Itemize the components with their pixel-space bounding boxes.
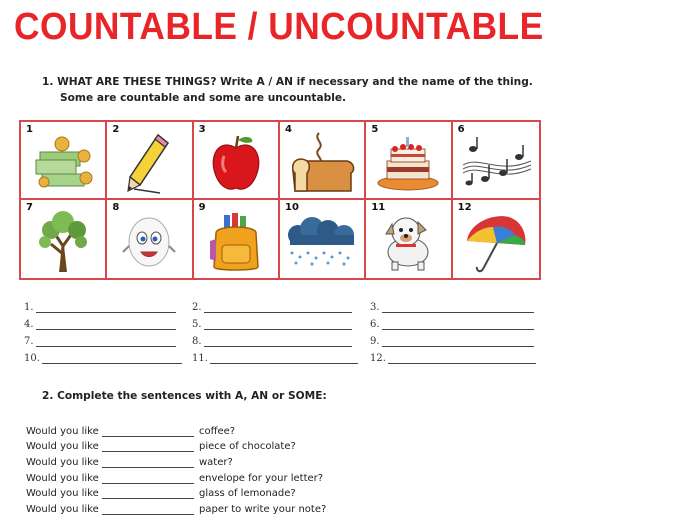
sentence-row xyxy=(26,452,326,468)
sentence-start: Would you like xyxy=(26,441,99,453)
answer-line[interactable]: 10. xyxy=(24,353,192,364)
answer-line[interactable]: 11. xyxy=(192,353,370,364)
picture-cell xyxy=(366,122,452,200)
sentence-end: water? xyxy=(199,457,233,469)
answer-line[interactable]: 5. xyxy=(192,319,370,330)
sentence-end: paper to write your note? xyxy=(199,504,327,516)
sentence-start: Would you like xyxy=(26,457,99,469)
picture-cell xyxy=(21,122,107,200)
umbrella-icon xyxy=(463,211,529,273)
picture-cell xyxy=(453,200,539,278)
bread-icon xyxy=(287,131,357,195)
picture-cell xyxy=(194,200,280,278)
exercise1-instruction xyxy=(42,74,533,106)
picture-cell xyxy=(453,122,539,200)
picture-cell xyxy=(21,200,107,278)
sentence-blank[interactable] xyxy=(102,458,194,468)
page-title: COUNTABLE / UNCOUNTABLE xyxy=(14,6,544,48)
sentence-start: Would you like xyxy=(26,504,99,516)
sentence-row xyxy=(26,421,326,437)
picture-number: 1 xyxy=(26,124,33,135)
picture-grid xyxy=(19,120,541,280)
exercise2-instruction: 2. Complete the sentences with A, AN or SOME: xyxy=(42,390,327,402)
answer-line[interactable]: 2. xyxy=(192,302,370,313)
answer-line[interactable]: 12. xyxy=(370,353,540,364)
sentence-blank[interactable] xyxy=(102,442,194,452)
answer-row xyxy=(24,347,544,364)
sentence-row xyxy=(26,499,326,515)
picture-cell xyxy=(280,122,366,200)
sentence-row xyxy=(26,484,326,500)
pencil-icon xyxy=(124,131,174,195)
picture-number: 10 xyxy=(285,202,299,213)
answer-line[interactable]: 4. xyxy=(24,319,192,330)
answer-row xyxy=(24,313,544,330)
sentence-start: Would you like xyxy=(26,488,99,500)
sentence-end: glass of lemonade? xyxy=(199,488,296,500)
sentence-row xyxy=(26,437,326,453)
sentence-blank[interactable] xyxy=(102,489,194,499)
answer-line[interactable]: 9. xyxy=(370,336,540,347)
picture-number: 4 xyxy=(285,124,292,135)
music-notes-icon xyxy=(459,135,533,191)
answer-line[interactable]: 6. xyxy=(370,319,540,330)
picture-cell xyxy=(107,122,193,200)
cake-icon xyxy=(375,133,441,193)
dog-icon xyxy=(378,212,438,272)
answer-line[interactable]: 7. xyxy=(24,336,192,347)
exercise1-instruction-line1: 1. WHAT ARE THESE THINGS? Write A / AN if necessary and the name of the thing. xyxy=(42,76,533,88)
picture-number: 7 xyxy=(26,202,33,213)
apple-icon xyxy=(208,132,264,194)
picture-number: 2 xyxy=(112,124,120,135)
tree-icon xyxy=(33,210,93,274)
picture-number: 5 xyxy=(371,124,379,135)
sentence-blank[interactable] xyxy=(102,474,194,484)
picture-number: 6 xyxy=(457,124,465,135)
picture-number: 3 xyxy=(198,124,206,135)
answer-row xyxy=(24,296,544,313)
sentence-blank[interactable] xyxy=(102,427,194,437)
answer-line[interactable]: 3. xyxy=(370,302,540,313)
sentence-end: coffee? xyxy=(199,425,236,437)
sentence-list xyxy=(26,421,326,515)
sentence-start: Would you like xyxy=(26,472,99,484)
picture-cell xyxy=(107,200,193,278)
picture-cell xyxy=(366,200,452,278)
sentence-end: envelope for your letter? xyxy=(199,472,324,484)
picture-cell xyxy=(280,200,366,278)
picture-number: 11 xyxy=(371,202,386,213)
exercise1-instruction-line2: Some are countable and some are uncountable. xyxy=(60,92,347,104)
rain-icon xyxy=(284,215,360,269)
picture-cell xyxy=(194,122,280,200)
answer-line[interactable]: 8. xyxy=(192,336,370,347)
sentence-start: Would you like xyxy=(26,425,99,437)
sentence-end: piece of chocolate? xyxy=(199,441,296,453)
picture-number: 9 xyxy=(198,202,206,213)
answer-row xyxy=(24,330,544,347)
answer-line[interactable]: 1. xyxy=(24,302,192,313)
backpack-icon xyxy=(208,211,264,273)
egg-icon xyxy=(121,212,177,272)
answer-lines xyxy=(24,296,544,364)
sentence-row xyxy=(26,468,326,484)
money-icon xyxy=(32,134,94,192)
picture-number: 8 xyxy=(112,202,120,213)
sentence-blank[interactable] xyxy=(102,505,194,515)
picture-number: 12 xyxy=(457,202,472,213)
